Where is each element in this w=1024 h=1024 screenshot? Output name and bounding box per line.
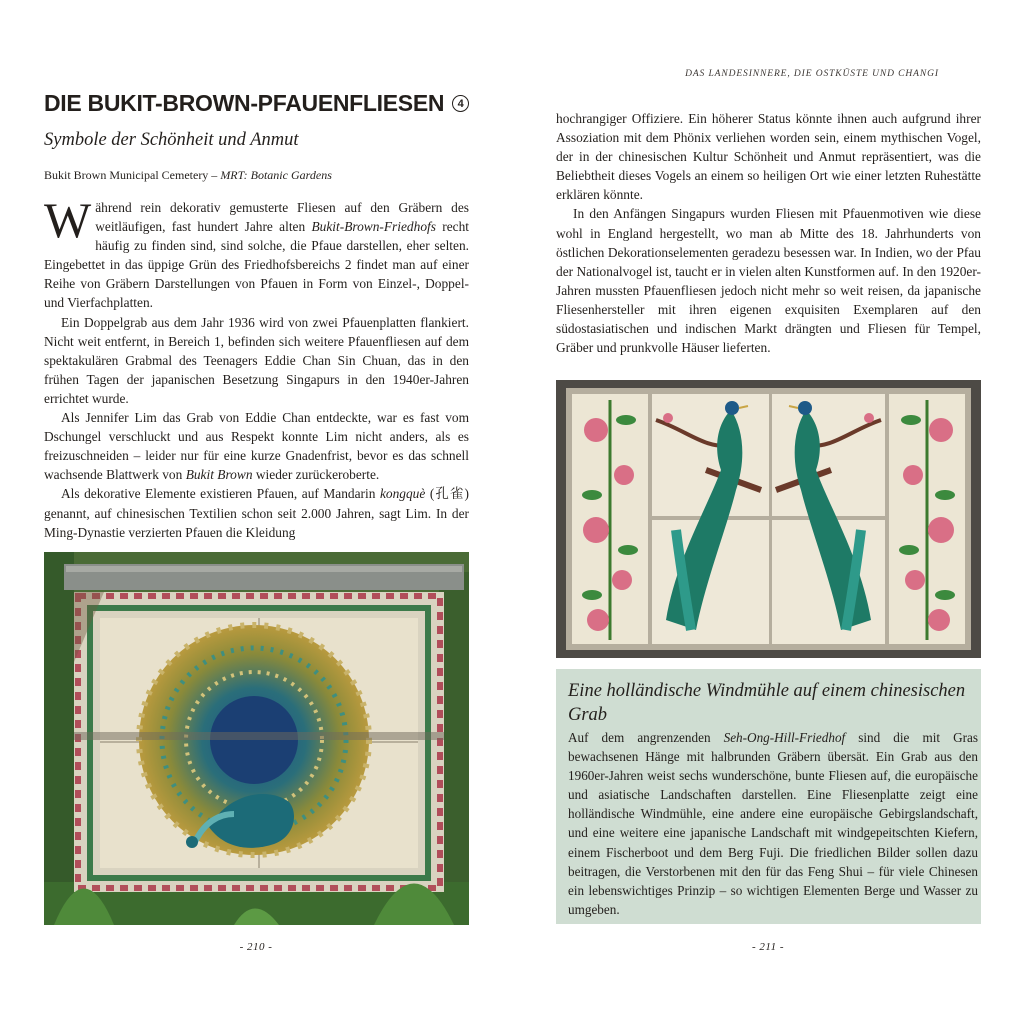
chapter-title: DIE BUKIT-BROWN-PFAUENFLIESEN xyxy=(44,90,445,116)
sidebar-text xyxy=(568,728,978,919)
chapter-heading xyxy=(44,90,469,117)
right-page xyxy=(512,0,1024,1024)
right-body-text xyxy=(556,109,981,357)
location-line xyxy=(44,168,332,183)
drop-cap: W xyxy=(44,192,92,248)
site-number: 4 xyxy=(457,97,464,110)
peacock-tomb-photo xyxy=(44,552,469,925)
site-number-icon xyxy=(452,95,469,112)
left-body-text xyxy=(44,192,470,542)
p4-italic: kongquè xyxy=(379,486,426,502)
location-mrt: MRT: Botanic Gardens xyxy=(220,168,332,182)
paragraph-2: Ein Doppelgrab aus dem Jahr 1936 wird von zwei Pfauenplatten flankiert. Nicht weit entfernt, in Bereich 1, befinden sich weitere Pfauenfliesen auf dem spektakulären Grabmal des Teenagers Eddie Chan Sin Chuan, das in den frühen Tagen der japanischen Besetzung Singapurs in den 1940er-Jahren errichtet wurde. xyxy=(44,314,469,406)
left-page-number: - 210 - xyxy=(239,941,273,953)
p1-italic: Bukit-Brown-Friedhofs xyxy=(311,219,436,235)
peacock-tomb-image xyxy=(44,552,469,925)
paragraph-3 xyxy=(44,408,469,484)
peacock-tiles-photo xyxy=(556,380,981,658)
chapter-subtitle: Symbole der Schönheit und Anmut xyxy=(44,130,299,150)
right-page-number: - 211 - xyxy=(751,941,784,953)
paragraph-1 xyxy=(44,192,470,313)
location-name: Bukit Brown Municipal Cemetery – xyxy=(44,168,221,182)
p4-text-b: (孔雀) genannt, auf chinesischen Textilien schon seit 2.000 Jahren, sagt Lim. In der Ming-Dynastie verzierten Pfauen die Kleidung xyxy=(44,486,469,540)
p1-text-b: recht häufig zu finden sind, sind solche, die Pfaue darstellen, eher selten. Eingebettet in das üppige Grün des Friedhofsbereichs 2 findet man auf einer Reihe von Gräbern Darstellungen von Pfauen in Form von Einzel-, Doppel- und Vierfachplatten. xyxy=(44,219,470,311)
p1-text-a: ährend rein dekorativ gemusterte Fliesen auf den Gräbern des weitläufigen, fast hundert Jahre alten xyxy=(95,200,469,235)
sidebar-text-a: Auf dem angrenzenden xyxy=(568,730,724,745)
paragraph-4 xyxy=(44,484,469,541)
right-paragraph-2: In den Anfängen Singapurs wurden Fliesen mit Pfauenmotiven wie diese wohl in England hergestellt, wo man ab Mitte des 18. Jahrhunderts von östlichen Dekorationselementen geradezu besessen war. In Indien, wo der Pfau der Nationalvogel ist, taucht er in vielen alten Kunstformen auf. In den 1920er-Jahren mussten Pfauenfliesen jedoch nicht mehr so weit reisen, da japanische Fliesenhersteller mit ihren eigenen exquisiten Exemplaren auf den südostasiatischen und indischen Markt drängten und Fliesen für Tempel, Gräber und prunkvolle Häuser lieferten. xyxy=(556,206,981,356)
sidebar-text-b: sind die mit Gras bewachsenen Hänge mit halbrunden Gräbern übersät. Ein Grab aus den 1960er-Jahren weist sechs wunderschöne, bunte Fliesen auf, die europäische und asiatische Landschaften darstellen. Eine Fliesenplatte zeigt eine holländische Windmühle, eine andere eine europäische Gebirgslandschaft, und eine weitere eine japanische Landschaft mit windgepeitschten Kiefern, einem Fischerboot und dem Berg Fuji. Die friedlichen Bilder sollen dazu beitragen, die Verstorbenen mit den für das Feng Shui – für viele Chinesen ein lebenswichtiges Prinzip – so wichtigen Elementen Berge und Wasser zu umgeben. xyxy=(568,730,978,917)
peacock-tiles-image xyxy=(556,380,981,658)
sidebar-title: Eine holländische Windmühle auf einem chinesischen Grab xyxy=(568,681,966,725)
running-head: DAS LANDESINNERE, DIE OSTKÜSTE UND CHANGI xyxy=(685,69,939,79)
p3-italic: Bukit Brown xyxy=(185,467,253,483)
sidebar-italic: Seh-Ong-Hill-Friedhof xyxy=(723,730,846,745)
p4-text-a: Als dekorative Elemente existieren Pfauen, auf Mandarin xyxy=(61,486,380,502)
right-paragraph-1: hochrangiger Offiziere. Ein höherer Status könnte ihnen auch aufgrund ihrer Assoziation mit dem Phönix verliehen worden sein, einem mythischen Vogel, der in der chinesischen Kultur Schönheit und Anmut repräsentiert, was die Beliebtheit dieses Vogels an einem so heiligen Ort wie einer letzten Ruhestätte erklären könnte. xyxy=(556,111,981,203)
p3-text-b: wieder zurückeroberte. xyxy=(252,467,380,483)
p3-text-a: Als Jennifer Lim das Grab von Eddie Chan entdeckte, war es fast vom Dschungel verschluckt und aus Respekt konnte Lim nicht anders, als es freizuschneiden – leider nur für eine kurze Gnadenfrist, bevor es das schnell wachsende Blattwerk von xyxy=(44,410,469,483)
sidebar-box xyxy=(556,669,981,924)
